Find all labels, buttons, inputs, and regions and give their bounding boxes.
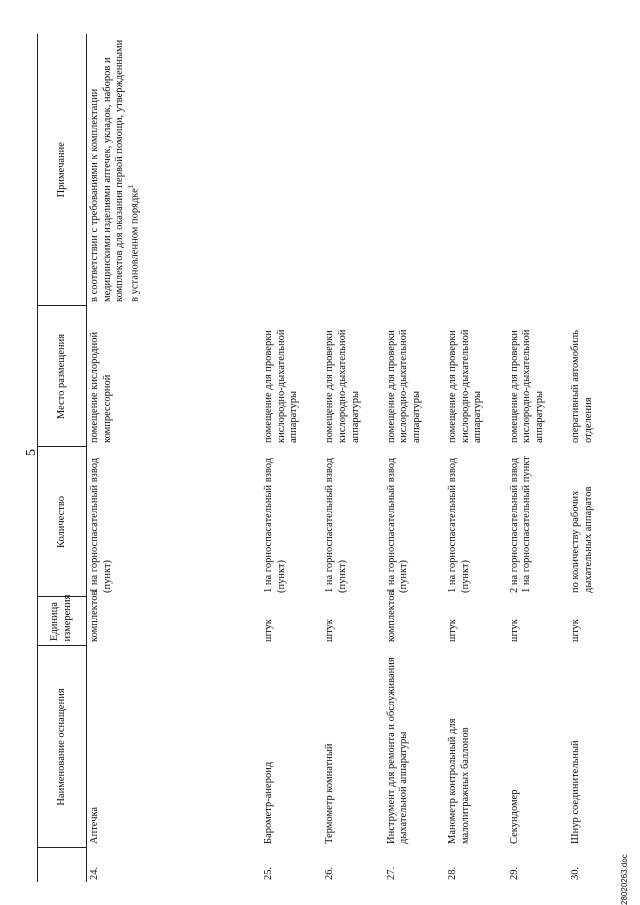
row-name: Инструмент для ремонта и обслуживания дыхательной аппаратуры [385,657,410,844]
row-name: Манометр контрольный для малолитражных баллонов [447,718,471,844]
row-note [507,34,568,306]
row-number: 25. [263,866,274,880]
row-name: Шнур соединительный [570,740,582,844]
row-qty: 1 на горноспасательный взвод (пункт) [89,457,113,593]
row-place: помещение для проверки кислородно-дыхательной аппаратуры [447,329,484,443]
row-number: 30. [570,866,582,880]
table-row [87,34,262,882]
row-unit: штук [324,619,336,642]
row-note [384,34,445,306]
header-place: Место размещения [38,306,87,447]
row-note [87,34,262,306]
row-number: 27. [385,866,397,880]
row-place: оперативный автомобиль отделения [570,330,594,443]
header-name: Наименование оснащения [38,646,87,848]
row-name: Аптечка [89,806,100,844]
table-row [322,34,383,882]
table-row [384,34,445,882]
row-place: помещение кислородной компрессорной [89,331,113,443]
row-unit: комплектов [89,590,100,642]
row-qty: 1 на горноспасательный взвод (пункт) [385,457,410,593]
row-number: 29. [508,866,520,880]
table-row [445,34,506,882]
row-place: помещение для проверки кислородно-дыхательной аппаратуры [508,329,545,443]
equipment-table [37,34,611,882]
row-note [568,34,611,306]
header-num [38,848,87,882]
row-number: 28. [447,866,459,880]
file-label: 28020263.doc [620,854,629,905]
footnote-marker: 1 [126,184,135,189]
header-qty: Количество [38,447,87,597]
note-text: в соответствии с требованиями к комплектации медицинскими изделиями аптечек, укладок, наборов и комплектов для оказания первой помощи, утвержденными в установленном порядке [89,39,141,302]
table-header [38,34,87,882]
row-unit: комплектов [385,590,397,642]
row-unit: штук [570,619,582,642]
row-unit: штук [508,619,520,642]
row-qty: по количеству рабочих дыхательных аппаратов [570,486,594,593]
row-note [322,34,383,306]
row-name: Барометр-анероид [263,761,274,844]
page-number: 5 [24,449,39,456]
header-unit: Единица измерения [38,597,87,646]
row-number: 26. [324,866,336,880]
row-unit: штук [447,619,459,642]
row-name: Секундомер [508,789,520,844]
row-qty: 1 на горноспасательный взвод (пункт) [447,457,471,593]
row-place: помещение для проверки кислородно-дыхательной аппаратуры [324,329,361,443]
row-number: 24. [89,866,100,880]
row-note [261,34,322,306]
row-name: Термометр комнатный [324,743,336,844]
row-qty: 2 на горноспасательный взвод 1 на горноспасательный пункт [508,456,533,593]
row-place: помещение для проверки кислородно-дыхательной аппаратуры [385,329,422,443]
table-row [507,34,568,882]
row-unit: штук [263,619,274,642]
header-note: Примечание [38,34,87,306]
row-place: помещение для проверки кислородно-дыхательной аппаратуры [263,329,300,443]
table-row [568,34,611,882]
row-qty: 1 на горноспасательный взвод (пункт) [263,457,287,593]
row-note [445,34,506,306]
table-row [261,34,322,882]
row-qty: 1 на горноспасательный взвод (пункт) [324,457,348,593]
